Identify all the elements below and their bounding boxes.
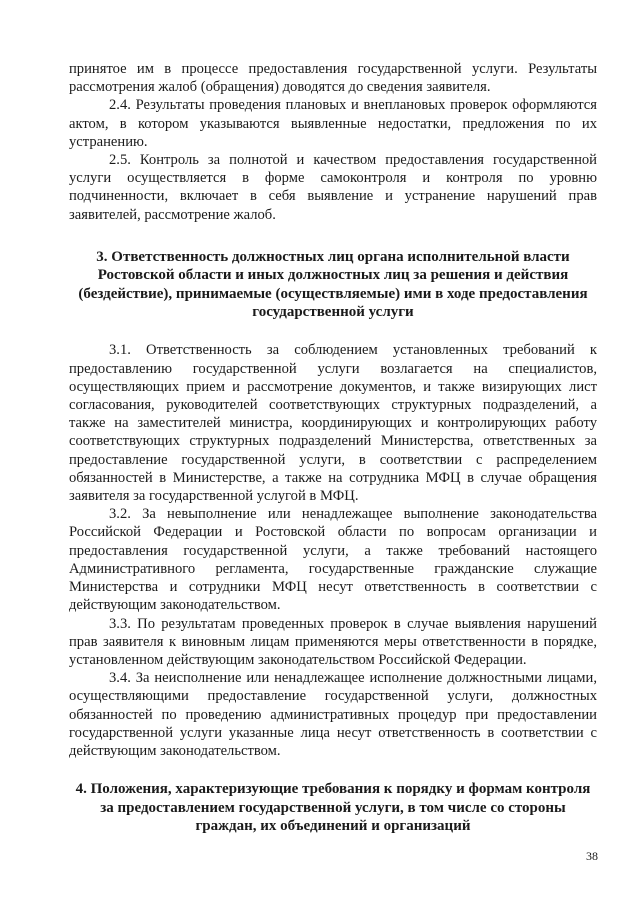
paragraph-2-4: 2.4. Результаты проведения плановых и внеплановых проверок оформляются актом, в котором указываются выявленные недостатки, предложения по их устранению. <box>69 97 597 150</box>
section-3-heading: 3. Ответственность должностных лиц органа исполнительной власти Ростовской области и иных должностных лиц за решения и действия (бездействие), принимаемые (осуществляемые) ими в ходе предоставления государственной услуги <box>78 248 588 321</box>
paragraph-3-4: 3.4. За неисполнение или ненадлежащее исполнение должностными лицами, осуществляющими предоставление государственной услуги, должностных обязанностей по проведению административных процедур при предоставлении государственной услуги указанные лица несут ответственность в соответствии с действующим законодательством. <box>69 670 597 759</box>
paragraph-2-5: 2.5. Контроль за полнотой и качеством предоставления государственной услуги осуществляется в форме самоконтроля и контроля по уровню подчиненности, включает в себя выявление и устранение нарушений прав заявителей, рассмотрение жалоб. <box>69 152 597 223</box>
page-number: 38 <box>586 849 598 863</box>
paragraph-3-1: 3.1. Ответственность за соблюдением установленных требований к предоставлению государственной услуги возлагается на специалистов, осуществляющих прием и рассмотрение документов, и также визирующих лист согласования, руководителей соответствующих структурных подразделений, а также на заместителей министра, координирующих и контролирующих работу соответствующих структурных подразделений Министерства, ответственных за предоставление государственной услуги, в соответствии с распределением обязанностей в Министерстве, а также на сотрудника МФЦ в случае обращения заявителя за государственной услугой в МФЦ. <box>69 342 597 505</box>
document-page <box>69 60 597 835</box>
paragraph-3-2: 3.2. За невыполнение или ненадлежащее выполнение законодательства Российской Федерации и Ростовской области по вопросам организации и предоставления государственной услуги, а также требований настоящего Административного регламента, государственные гражданские служащие Министерства и сотрудники МФЦ несут ответственность в соответствии с действующим законодательством. <box>69 506 597 614</box>
paragraph-continuation: принятое им в процессе предоставления государственной услуги. Результаты рассмотрения жалоб (обращения) доводятся до сведения заявителя. <box>69 61 597 96</box>
section-4-heading: 4. Положения, характеризующие требования к порядку и формам контроля за предоставлением государственной услуги, в том числе со стороны граждан, их объединений и организаций <box>75 781 591 834</box>
paragraph-3-3: 3.3. По результатам проведенных проверок в случае выявления нарушений прав заявителя к виновным лицам применяются меры ответственности в порядке, установленном действующим законодательством Российской Федерации. <box>69 615 597 668</box>
